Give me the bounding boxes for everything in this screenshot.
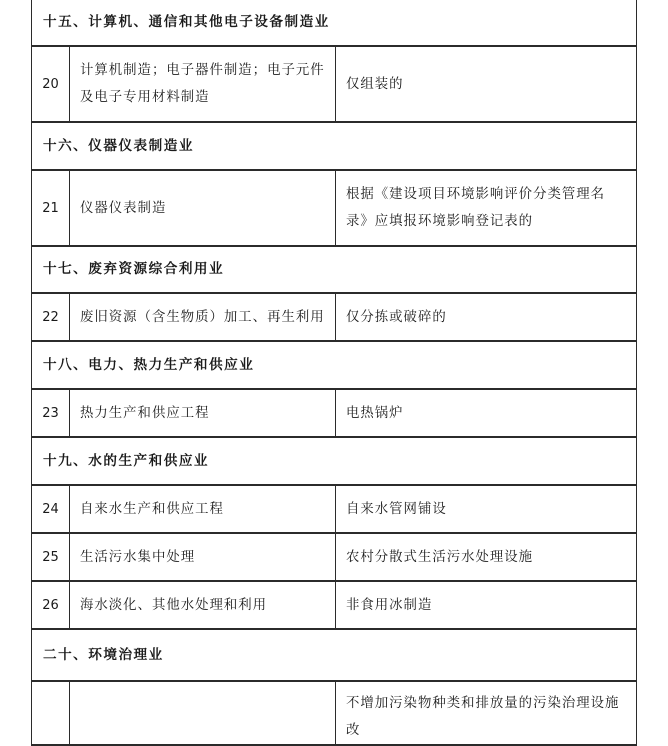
row-number: 25 <box>32 533 70 581</box>
section-title: 十七、废弃资源综合利用业 <box>32 246 637 293</box>
condition-cell: 仅组装的 <box>336 46 637 122</box>
section-row <box>32 246 637 293</box>
section-row <box>32 122 637 170</box>
industry-item: 生活污水集中处理 <box>70 533 336 581</box>
condition-cell: 非食用冰制造 <box>336 581 637 629</box>
condition-line: 根据《建设项目环境影响评价分类管理名 <box>346 187 606 202</box>
table-row <box>32 170 637 246</box>
industry-item: 热力生产和供应工程 <box>70 389 336 437</box>
row-number: 22 <box>32 293 70 341</box>
table-row <box>32 389 637 437</box>
row-number: 26 <box>32 581 70 629</box>
condition-cell: 自来水管网铺设 <box>336 485 637 533</box>
industry-item: 废旧资源（含生物质）加工、再生利用 <box>70 293 336 341</box>
condition-cell: 电热锅炉 <box>336 389 637 437</box>
section-row <box>32 629 637 681</box>
section-title: 十五、计算机、通信和其他电子设备制造业 <box>32 0 637 46</box>
section-row <box>32 0 637 46</box>
section-title: 十八、电力、热力生产和供应业 <box>32 341 637 389</box>
condition-cell: 仅分拣或破碎的 <box>336 293 637 341</box>
table-row <box>32 46 637 122</box>
industry-item: 自来水生产和供应工程 <box>70 485 336 533</box>
row-number <box>32 681 70 745</box>
industry-item: 仪器仪表制造 <box>70 170 336 246</box>
industry-item <box>70 681 336 745</box>
industry-item-line: 及电子专用材料制造 <box>80 90 210 105</box>
table-row <box>32 293 637 341</box>
section-row <box>32 437 637 485</box>
table-row <box>32 581 637 629</box>
condition-cell <box>336 170 637 246</box>
table-row <box>32 681 637 745</box>
row-number: 21 <box>32 170 70 246</box>
section-row <box>32 341 637 389</box>
exemption-table <box>31 0 637 746</box>
section-title: 十六、仪器仪表制造业 <box>32 122 637 170</box>
industry-item: 海水淡化、其他水处理和利用 <box>70 581 336 629</box>
condition-line: 录》应填报环境影响登记表的 <box>346 214 534 229</box>
section-title: 二十、环境治理业 <box>32 629 637 681</box>
row-number: 20 <box>32 46 70 122</box>
condition-cell: 不增加污染物种类和排放量的污染治理设施改 <box>336 681 637 745</box>
industry-item-line: 计算机制造；电子器件制造；电子元件 <box>80 63 325 78</box>
row-number: 23 <box>32 389 70 437</box>
table-row <box>32 533 637 581</box>
industry-item <box>70 46 336 122</box>
section-title: 十九、水的生产和供应业 <box>32 437 637 485</box>
row-number: 24 <box>32 485 70 533</box>
condition-cell: 农村分散式生活污水处理设施 <box>336 533 637 581</box>
table-row <box>32 485 637 533</box>
